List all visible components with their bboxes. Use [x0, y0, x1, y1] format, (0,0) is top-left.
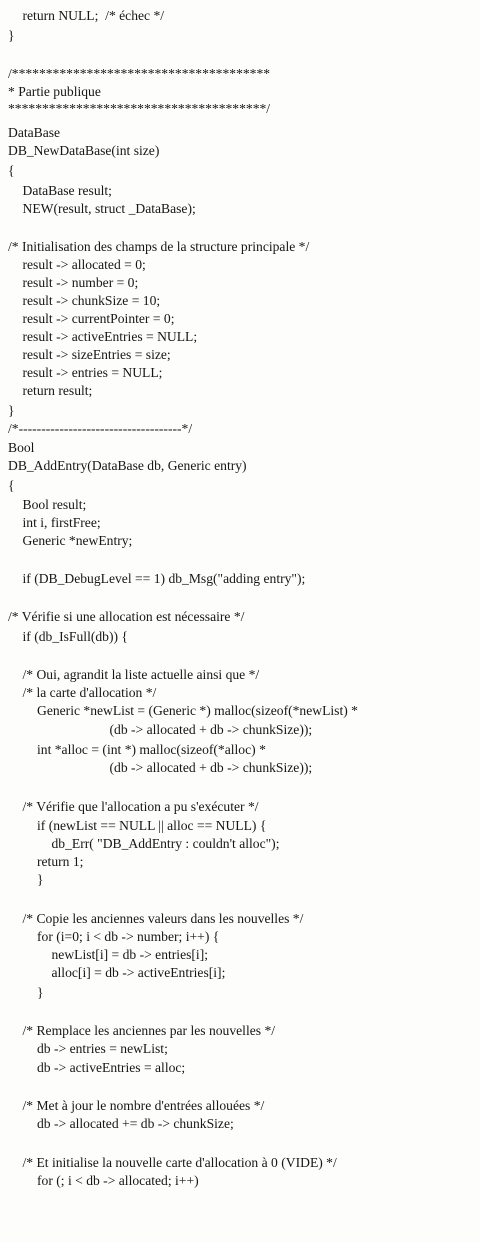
- code-line: for (i=0; i < db -> number; i++) {: [37, 929, 220, 944]
- code-line: Bool result;: [22, 497, 87, 512]
- code-line: result -> sizeEntries = size;: [22, 347, 171, 362]
- code-line: if (db_IsFull(db)) {: [22, 629, 128, 644]
- code-line: db_Err( "DB_AddEntry : couldn't alloc");: [51, 836, 280, 851]
- code-line: /* Met à jour le nombre d'entrées allouées */: [22, 1098, 265, 1113]
- code-line: if (newList == NULL || alloc == NULL) {: [37, 818, 267, 833]
- code-line: Generic *newEntry;: [22, 533, 133, 548]
- code-line: result -> entries = NULL;: [22, 365, 163, 380]
- code-line: Generic *newList = (Generic *) malloc(sizeof(*newList) *: [37, 703, 358, 718]
- code-line: (db -> allocated + db -> chunkSize));: [109, 760, 313, 775]
- code-line: result -> allocated = 0;: [22, 257, 146, 272]
- code-line: **************************************/: [8, 101, 271, 116]
- code-line: result -> number = 0;: [22, 275, 139, 290]
- code-line: /* Vérifie si une allocation est nécessaire */: [8, 609, 245, 624]
- code-line: DataBase: [8, 125, 61, 140]
- code-line: result -> currentPointer = 0;: [22, 311, 175, 326]
- code-line: db -> activeEntries = alloc;: [37, 1060, 186, 1075]
- code-line: DB_AddEntry(DataBase db, Generic entry): [8, 458, 247, 473]
- code-line: /* Remplace les anciennes par les nouvelles */: [22, 1023, 276, 1038]
- code-line: alloc[i] = db -> activeEntries[i];: [51, 965, 226, 980]
- code-line: /*------------------------------------*/: [8, 421, 193, 436]
- code-line: return result;: [22, 383, 93, 398]
- code-line: /**************************************: [8, 66, 271, 81]
- code-line: for (; i < db -> allocated; i++): [37, 1173, 199, 1188]
- code-line: /* Copie les anciennes valeurs dans les nouvelles */: [22, 911, 304, 926]
- code-line: result -> chunkSize = 10;: [22, 293, 161, 308]
- code-line: result -> activeEntries = NULL;: [22, 329, 198, 344]
- code-line: * Partie publique: [8, 84, 101, 99]
- code-line: db -> allocated += db -> chunkSize;: [37, 1116, 234, 1131]
- code-line: /* Vérifie que l'allocation a pu s'exécuter */: [22, 799, 259, 814]
- code-line: return 1;: [37, 854, 84, 869]
- code-line: newList[i] = db -> entries[i];: [51, 947, 209, 962]
- code-line: return NULL; /* échec */: [22, 8, 165, 23]
- code-line: }: [8, 28, 15, 43]
- code-line: DataBase result;: [22, 183, 112, 198]
- code-line: DB_NewDataBase(int size): [8, 143, 160, 158]
- code-line: }: [8, 403, 15, 418]
- code-line: db -> entries = newList;: [37, 1041, 168, 1056]
- code-line: /* la carte d'allocation */: [22, 685, 157, 700]
- code-line: /* Et initialise la nouvelle carte d'allocation à 0 (VIDE) */: [22, 1155, 337, 1170]
- code-line: }: [37, 985, 44, 1000]
- code-line: }: [37, 872, 44, 887]
- code-line: NEW(result, struct _DataBase);: [22, 201, 196, 216]
- code-line: Bool: [8, 440, 35, 455]
- code-line: {: [8, 163, 15, 178]
- code-line: int *alloc = (int *) malloc(sizeof(*alloc) *: [37, 742, 266, 757]
- code-line: {: [8, 478, 15, 493]
- code-line: (db -> allocated + db -> chunkSize));: [109, 722, 313, 737]
- code-line: if (DB_DebugLevel == 1) db_Msg("adding entry");: [22, 571, 306, 586]
- code-line: /* Oui, agrandit la liste actuelle ainsi que */: [22, 667, 260, 682]
- code-line: /* Initialisation des champs de la structure principale */: [8, 239, 310, 254]
- code-line: int i, firstFree;: [22, 515, 101, 530]
